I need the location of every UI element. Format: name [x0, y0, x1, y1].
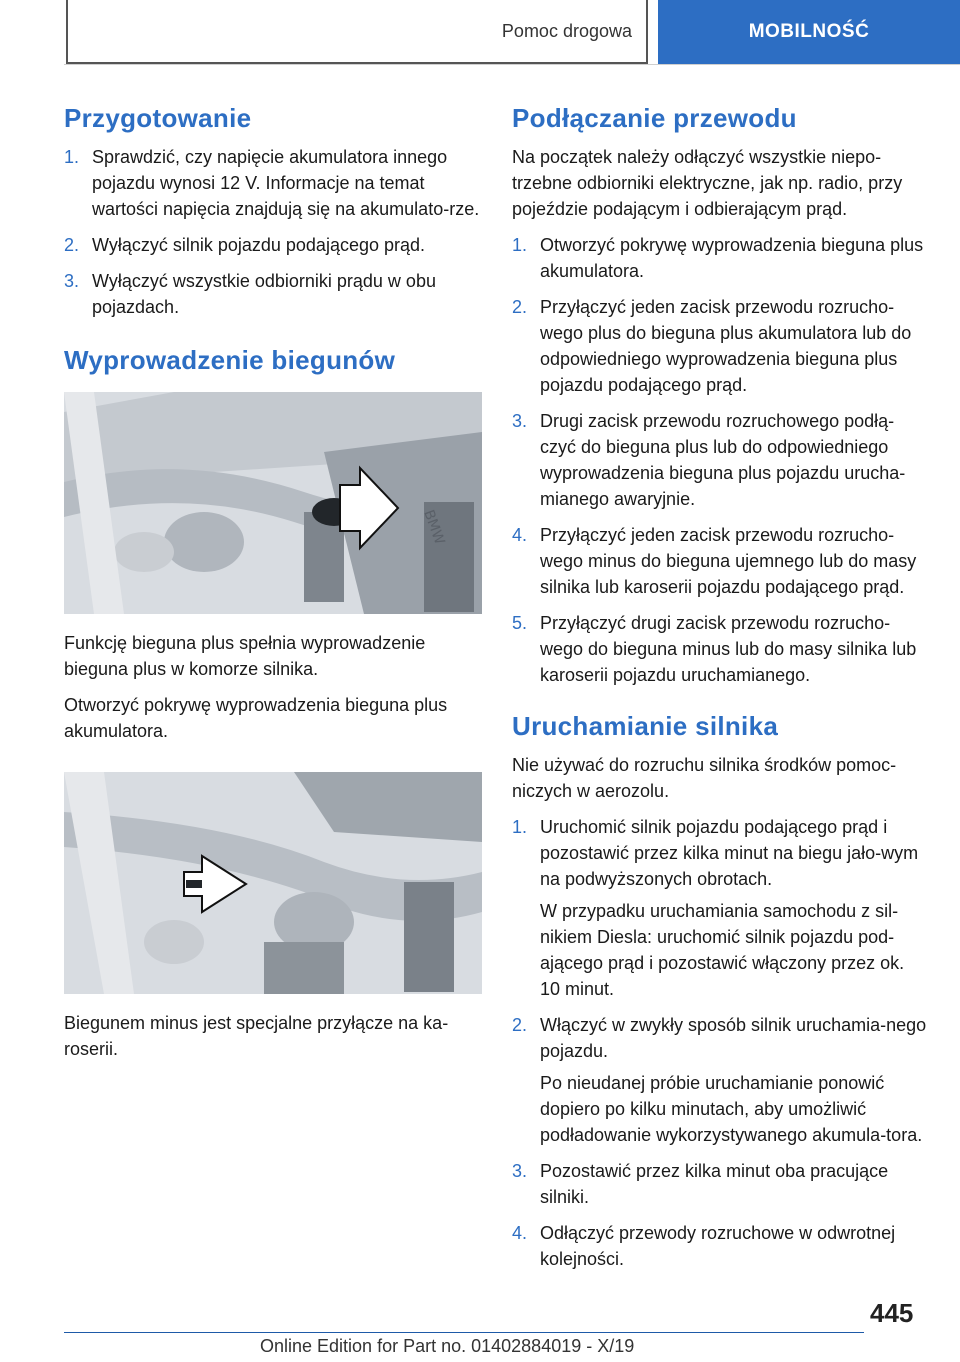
- list-item: [512, 814, 928, 1002]
- step-text: Przyłączyć drugi zacisk przewodu rozrucho-wego do bieguna minus lub do masy silnika lub karoserii pojazdu uruchamianego.: [540, 613, 917, 685]
- step-number: 2.: [512, 297, 528, 317]
- heading-engine-start: Uruchamianie silnika: [512, 711, 779, 741]
- page-number: 445: [870, 1298, 914, 1328]
- list-item: [512, 232, 928, 284]
- header-divider: [64, 64, 960, 65]
- step-number: 1.: [512, 817, 528, 837]
- engine-bay-illustration: [64, 392, 482, 614]
- edition-note: Online Edition for Part no. 01402884019 - X/19: [260, 1336, 635, 1356]
- engine-bay-minus-pole-image: [64, 772, 482, 994]
- step-number: 2.: [64, 235, 80, 255]
- step-text: Pozostawić przez kilka minut oba pracujące silniki.: [540, 1161, 889, 1207]
- open-cover-text: Otworzyć pokrywę wyprowadzenia bieguna plus akumulatora.: [64, 695, 448, 741]
- connect-steps: [512, 232, 928, 688]
- start-intro: Nie używać do rozruchu silnika środków pomoc-niczych w aerozolu.: [512, 755, 897, 801]
- preparation-steps: [64, 144, 482, 320]
- step-number: 3.: [512, 411, 528, 431]
- minus-pole-text: Biegunem minus jest specjalne przyłącze na ka-roserii.: [64, 1013, 449, 1059]
- step-text: Przyłączyć jeden zacisk przewodu rozrucho-wego plus do bieguna plus akumulatora lub do odpowiedniego wyprowadzenia bieguna plus pojazdu podającego prąd.: [540, 297, 912, 395]
- step-note: W przypadku uruchamiania samochodu z sil-nikiem Diesla: uruchomić silnik pojazdu pod-ającego prąd i pozostawić włączony przez ok. 10 minut.: [540, 901, 905, 999]
- step-text: Sprawdzić, czy napięcie akumulatora innego pojazdu wynosi 12 V. Informacje na temat wartości napięcia znajdują się na akumulato-rze.: [92, 147, 480, 219]
- step-number: 4.: [512, 1223, 528, 1243]
- step-text: Włączyć w zwykły sposób silnik uruchamia-nego pojazdu.: [540, 1015, 927, 1061]
- list-item: [64, 268, 482, 320]
- plus-pole-text: Funkcję bieguna plus spełnia wyprowadzenie bieguna plus w komorze silnika.: [64, 633, 426, 679]
- step-number: 3.: [512, 1161, 528, 1181]
- list-item: [64, 144, 482, 222]
- step-number: 3.: [64, 271, 80, 291]
- connect-intro: Na początek należy odłączyć wszystkie niepo-trzebne odbiorniki elektryczne, jak np. radio, przy pojeździe podającym i odbierającym prąd.: [512, 147, 903, 219]
- step-text: Otworzyć pokrywę wyprowadzenia bieguna plus akumulatora.: [540, 235, 924, 281]
- heading-poles: Wyprowadzenie biegunów: [64, 345, 396, 375]
- step-text: Uruchomić silnik pojazdu podającego prąd i pozostawić przez kilka minut na biegu jało-wym na podwyższonych obrotach.: [540, 817, 919, 889]
- list-item: [512, 522, 928, 600]
- engine-bay-plus-pole-image: [64, 392, 482, 614]
- start-steps: [512, 814, 928, 1272]
- step-number: 1.: [64, 147, 80, 167]
- list-item: [512, 294, 928, 398]
- right-column: [512, 100, 928, 1286]
- header-section-title: [66, 0, 648, 64]
- engine-bay-illustration: [64, 772, 482, 994]
- list-item: [64, 232, 482, 258]
- section-label: Pomoc drogowa: [501, 20, 632, 41]
- heading-connect-cable: Podłączanie przewodu: [512, 103, 797, 133]
- step-number: 2.: [512, 1015, 528, 1035]
- list-item: [512, 1012, 928, 1148]
- step-text: Wyłączyć silnik pojazdu podającego prąd.: [92, 235, 426, 255]
- step-text: Odłączyć przewody rozruchowe w odwrotnej kolejności.: [540, 1223, 896, 1269]
- step-text: Wyłączyć wszystkie odbiorniki prądu w obu pojazdach.: [92, 271, 436, 317]
- bmw-badge: BMW: [420, 507, 448, 547]
- heading-preparation: Przygotowanie: [64, 103, 252, 133]
- list-item: [512, 408, 928, 512]
- list-item: [512, 1220, 928, 1272]
- footer-divider: [64, 1332, 864, 1333]
- step-number: 1.: [512, 235, 528, 255]
- list-item: [512, 1158, 928, 1210]
- step-text: Drugi zacisk przewodu rozruchowego podłą-czyć do bieguna plus lub do odpowiedniego wyprowadzenia bieguna plus pojazdu urucha-mianego awaryjnie.: [540, 411, 906, 509]
- step-text: Przyłączyć jeden zacisk przewodu rozrucho-wego minus do bieguna ujemnego lub do masy silnika lub karoserii pojazdu podającego prąd.: [540, 525, 917, 597]
- chapter-label: MOBILNOŚĆ: [748, 21, 870, 42]
- step-number: 5.: [512, 613, 528, 633]
- step-note: Po nieudanej próbie uruchamianie ponowić dopiero po kilku minutach, aby umożliwić podładowanie wykorzystywanego akumula-tora.: [540, 1073, 923, 1145]
- step-number: 4.: [512, 525, 528, 545]
- left-column: [64, 100, 482, 1072]
- header-chapter-tab: [658, 0, 960, 64]
- list-item: [512, 610, 928, 688]
